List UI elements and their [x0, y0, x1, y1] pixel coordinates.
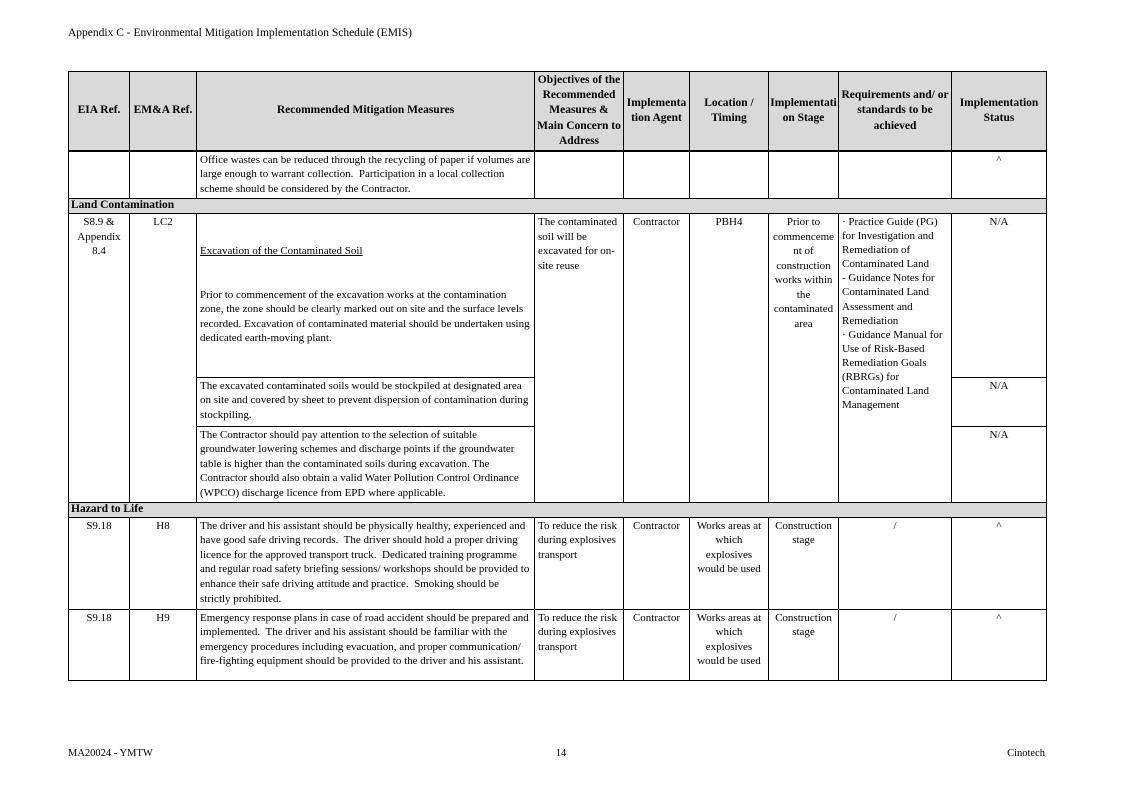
cell-location: Works areas at which explosives would be used	[690, 517, 769, 609]
cell-measure: The driver and his assistant should be physically healthy, experienced and have good safe driving records. The driver should hold a proper driving licence for the approved transport truck. Dedicated training programme and regular road safety briefing sessions/ workshops should be provided to enhance their safe driving attitude and practice. Smoking should be strictly prohibited.	[197, 517, 535, 609]
footer-company-name: Cinotech	[1007, 748, 1045, 759]
cell-status: N/A	[952, 426, 1047, 503]
cell-location: Works areas at which explosives would be used	[690, 609, 769, 680]
cell-status: ^	[952, 609, 1047, 680]
cell-requirements: /	[839, 517, 952, 609]
col-header-status: Implementation Status	[952, 72, 1047, 151]
table-row-h9	[69, 609, 1047, 680]
cell-ema-ref	[130, 151, 197, 199]
cell-eia-ref: S9.18	[69, 517, 130, 609]
cell-agent	[624, 151, 690, 199]
table-row-h8	[69, 517, 1047, 609]
cell-requirements	[839, 151, 952, 199]
cell-ema-ref: H9	[130, 609, 197, 680]
cell-eia-ref	[69, 151, 130, 199]
cell-ema-ref: H8	[130, 517, 197, 609]
table-row-carryover	[69, 151, 1047, 199]
col-header-eia-ref: EIA Ref.	[69, 72, 130, 151]
cell-stage: Construction stage	[769, 609, 839, 680]
cell-measure: Emergency response plans in case of road accident should be prepared and implemented. The driver and his assistant should be familiar with the emergency procedures including evacuation, and proper communication/ fire-fighting equipment should be provided to the driver and his assistant.	[197, 609, 535, 680]
col-header-objectives: Objectives of the Recommended Measures & Main Concern to Address	[535, 72, 624, 151]
table-header-row	[69, 72, 1047, 151]
cell-measure: The Contractor should pay attention to the selection of suitable groundwater lowering schemes and discharge points if the groundwater table is higher than the contaminated soils during excavation. The Contractor should also obtain a valid Water Pollution Control Ordinance (WPCO) discharge licence from EPD where applicable.	[197, 426, 535, 503]
cell-measure: The excavated contaminated soils would be stockpiled at designated area on site and covered by sheet to prevent dispersion of contamination during stockpiling.	[197, 377, 535, 426]
requirement-item: · Practice Guide (PG) for Investigation and Remediation of Contaminated Land	[842, 216, 938, 271]
cell-objective: The contaminated soil will be excavated for on-site reuse	[535, 214, 624, 503]
cell-status: N/A	[952, 377, 1047, 426]
cell-agent: Contractor	[624, 517, 690, 609]
col-header-ema-ref: EM&A Ref.	[130, 72, 197, 151]
cell-ema-ref: LC2	[130, 214, 197, 503]
cell-stage	[769, 151, 839, 199]
col-header-stage: Implementation Stage	[769, 72, 839, 151]
col-header-location: Location / Timing	[690, 72, 769, 151]
requirement-item: · Guidance Manual for Use of Risk-Based Remediation Goals (RBRGs) for Contaminated Land Management	[842, 328, 943, 412]
requirement-item: - Guidance Notes for Contaminated Land Assessment and Remediation	[842, 272, 935, 327]
cell-location: PBH4	[690, 214, 769, 503]
cell-measure: Office wastes can be reduced through the recycling of paper if volumes are large enough to warrant collection. Participation in a local collection scheme should be considered by the Contractor.	[197, 151, 535, 199]
page-title: Appendix C - Environmental Mitigation Implementation Schedule (EMIS)	[68, 27, 412, 39]
col-header-requirements: Requirements and/ or standards to be achieved	[839, 72, 952, 151]
table-row-lc2-sub1	[69, 214, 1047, 378]
footer-project-ref: MA20024 - YMTW	[68, 748, 153, 759]
cell-location	[690, 151, 769, 199]
col-header-agent: Implementation Agent	[624, 72, 690, 151]
cell-measure	[197, 214, 535, 378]
cell-requirements	[839, 214, 952, 503]
section-label: Hazard to Life	[69, 503, 1047, 518]
section-label: Land Contamination	[69, 199, 1047, 214]
section-row-hazard-to-life	[69, 503, 1047, 518]
cell-stage: Prior to commencement of construction works within the contaminated area	[769, 214, 839, 503]
cell-status: ^	[952, 517, 1047, 609]
cell-agent: Contractor	[624, 214, 690, 503]
cell-stage: Construction stage	[769, 517, 839, 609]
col-header-measures: Recommended Mitigation Measures	[197, 72, 535, 151]
cell-objective: To reduce the risk during explosives transport	[535, 517, 624, 609]
measure-heading: Excavation of the Contaminated Soil	[200, 245, 363, 258]
cell-objective: To reduce the risk during explosives transport	[535, 609, 624, 680]
emis-table	[68, 71, 1047, 681]
cell-objective	[535, 151, 624, 199]
measure-text: Prior to commencement of the excavation works at the contamination zone, the zone should be clearly marked out on site and the surface levels recorded. Excavation of contaminated material should be undertaken using dedicated earth-moving plant.	[200, 288, 533, 345]
section-row-land-contamination	[69, 199, 1047, 214]
page-number: 14	[555, 748, 567, 759]
cell-status: ^	[952, 151, 1047, 199]
cell-status: N/A	[952, 214, 1047, 378]
cell-agent: Contractor	[624, 609, 690, 680]
cell-eia-ref: S9.18	[69, 609, 130, 680]
cell-requirements: /	[839, 609, 952, 680]
cell-eia-ref: S8.9 & Appendix 8.4	[69, 214, 130, 503]
